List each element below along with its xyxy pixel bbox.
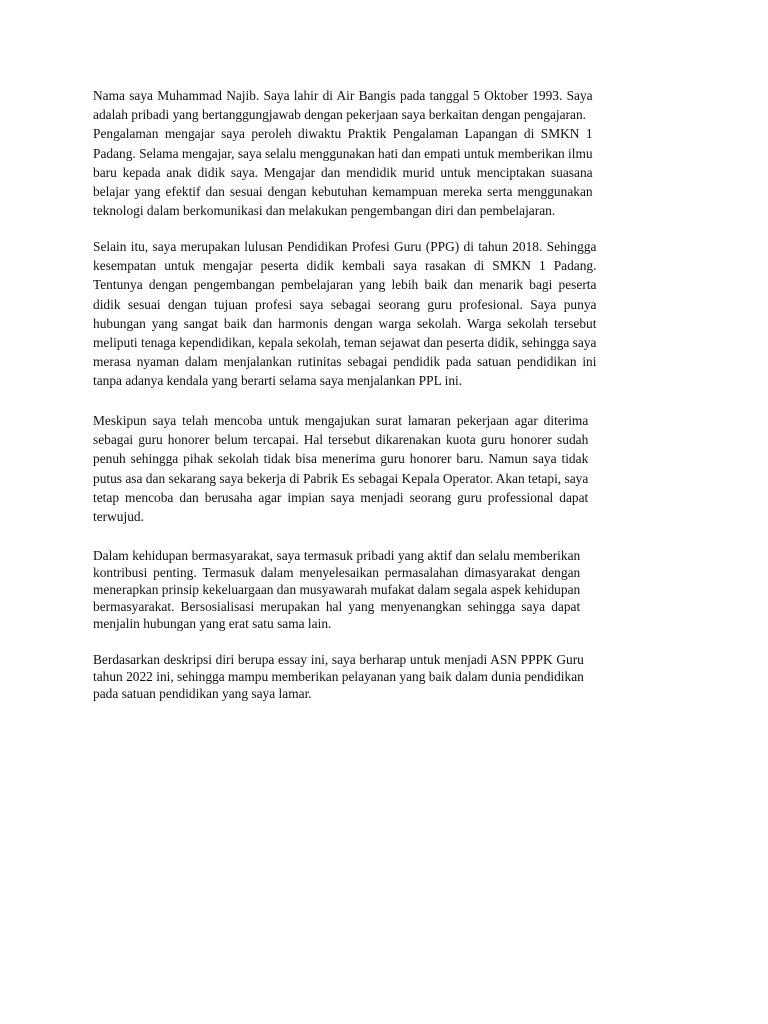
paragraph-1 [93, 86, 593, 220]
text-line: Meskipun saya telah mencoba untuk mengajukan surat lamaran pekerjaan agar diterima [93, 413, 589, 428]
text-line: baru kepada anak didik saya. Mengajar dan mendidik murid untuk menciptakan suasana [93, 164, 593, 180]
text-line: sebagai guru honorer belum tercapai. Hal tersebut dikarenakan kuota guru honorer sudah [93, 432, 589, 448]
text-line: bermasyarakat. Bersosialisasi merupakan hal yang menyenangkan sehingga saya dapat [93, 599, 581, 614]
text-line: menjalin hubungan yang erat satu sama lain. [93, 616, 332, 631]
text-line: pada satuan pendidikan yang saya lamar. [93, 686, 312, 701]
paragraph-4 [93, 547, 580, 632]
text-line: terwujud. [93, 508, 144, 524]
text-line: meliputi tenaga kependidikan, kepala sekolah, teman sejawat dan peserta didik, sehingga saya [93, 334, 597, 350]
text-line: adalah pribadi yang bertanggungjawab dengan pekerjaan saya berkaitan dengan pengajaran. [93, 107, 587, 123]
text-line: tanpa adanya kendala yang berarti selama saya menjalankan PPL ini. [93, 373, 463, 389]
text-line: teknologi dalam berkomunikasi dan melakukan pengembangan diri dan pembelajaran. [93, 203, 556, 219]
paragraph-3 [93, 411, 588, 526]
text-line: kontribusi penting. Termasuk dalam menyelesaikan permasalahan dimasyarakat dengan [93, 565, 581, 580]
paragraph-2 [93, 237, 596, 391]
text-line: hubungan yang sangat baik dan harmonis dengan warga sekolah. Warga sekolah tersebut [93, 315, 597, 331]
text-line: tahun 2022 ini, sehingga mampu memberikan pelayanan yang baik dalam dunia pendidikan [93, 669, 584, 684]
text-line: tetap mencoba dan berusaha agar impian saya menjadi seorang guru professional dapat [93, 489, 589, 505]
text-line: didik sesuai dengan tujuan profesi saya sebagai seorang guru profesional. Saya punya [93, 296, 597, 312]
text-line: Pengalaman mengajar saya peroleh diwaktu Praktik Pengalaman Lapangan di SMKN 1 [93, 126, 593, 142]
text-line: Padang. Selama mengajar, saya selalu menggunakan hati dan empati untuk memberikan ilmu [93, 145, 593, 161]
text-line: Berdasarkan deskripsi diri berupa essay ini, saya berharap untuk menjadi ASN PPPK Guru [93, 652, 584, 667]
text-line: merasa nyaman dalam menjalankan rutinitas sebagai pendidik pada satuan pendidikan ini [93, 354, 597, 370]
text-line: menerapkan prinsip kekeluargaan dan musyawarah mufakat dalam segala aspek kehidupan [93, 582, 581, 597]
paragraph-5 [93, 651, 584, 702]
text-line: Dalam kehidupan bermasyarakat, saya termasuk pribadi yang aktif dan selalu memberikan [93, 548, 581, 563]
text-line: putus asa dan sekarang saya bekerja di Pabrik Es sebagai Kepala Operator. Akan tetapi, saya [93, 470, 589, 486]
text-line: Selain itu, saya merupakan lulusan Pendidikan Profesi Guru (PPG) di tahun 2018. Sehingga [93, 239, 597, 254]
text-line: kesempatan untuk mengajar peserta didik kembali saya rasakan di SMKN 1 Padang. [93, 258, 597, 274]
text-line: Tentunya dengan pengembangan pembelajaran yang lebih baik dan menarik bagi peserta [93, 277, 597, 293]
text-line: penuh sehingga pihak sekolah tidak bisa menerima guru honorer baru. Namun saya tidak [93, 451, 589, 467]
text-line: Nama saya Muhammad Najib. Saya lahir di Air Bangis pada tanggal 5 Oktober 1993. Saya [93, 88, 593, 103]
text-line: belajar yang efektif dan sesuai dengan kebutuhan kemampuan mereka serta menggunakan [93, 183, 593, 199]
